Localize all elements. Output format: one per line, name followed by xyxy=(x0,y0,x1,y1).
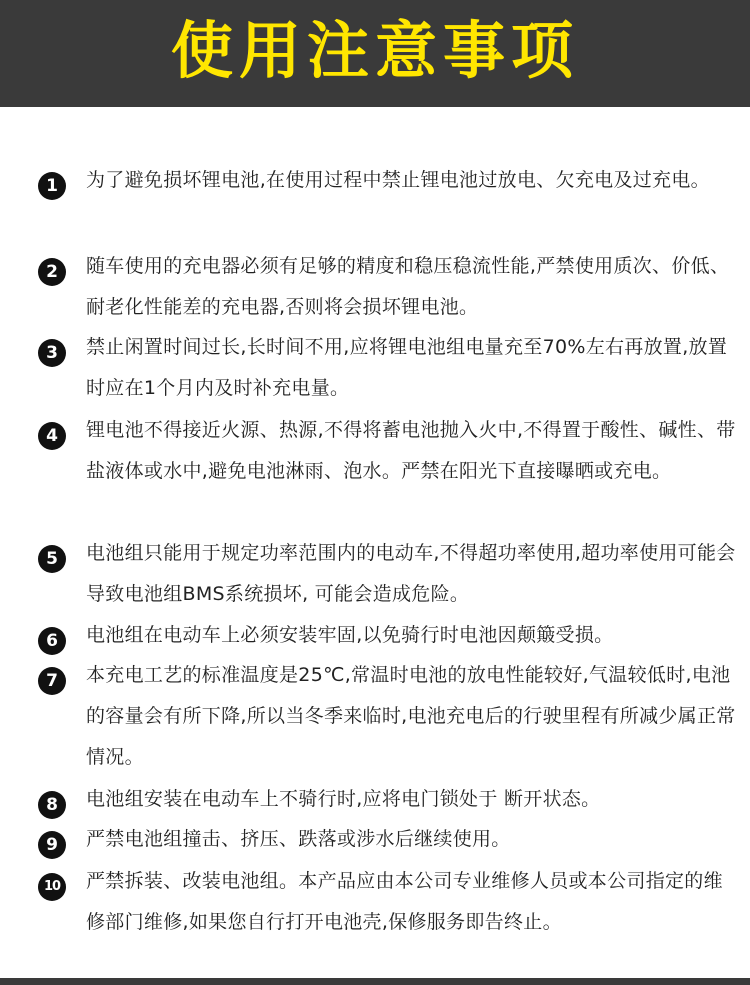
page-title: 使用注意事项 xyxy=(170,13,579,87)
bullet-number: 8 xyxy=(38,791,66,819)
bullet-number: 7 xyxy=(38,667,66,695)
bullet-number: 10 xyxy=(38,873,66,901)
item-text: 严禁电池组撞击、挤压、跌落或涉水后继续使用。 xyxy=(86,828,511,850)
footer-bar xyxy=(0,978,750,985)
item-text: 禁止闲置时间过长,长时间不用,应将锂电池组电量充至70%左右再放置,放置时应在1个月内及时补充电量。 xyxy=(86,336,728,399)
item-text: 电池组安装在电动车上不骑行时,应将电门锁处于 断开状态。 xyxy=(86,788,601,810)
item-text: 严禁拆装、改装电池组。本产品应由本公司专业维修人员或本公司指定的维修部门维修,如果您自行打开电池壳,保修服务即告终止。 xyxy=(86,870,723,933)
item-text: 本充电工艺的标准温度是25℃,常温时电池的放电性能较好,气温较低时,电池的容量会有所下降,所以当冬季来临时,电池充电后的行驶里程有所减少属正常情况。 xyxy=(86,664,736,768)
bullet-number: 3 xyxy=(38,339,66,367)
item-text: 锂电池不得接近火源、热源,不得将蓄电池抛入火中,不得置于酸性、碱性、带盐液体或水中,避免电池淋雨、泡水。严禁在阳光下直接曝晒或充电。 xyxy=(86,419,736,482)
item-text: 电池组只能用于规定功率范围内的电动车,不得超功率使用,超功率使用可能会导致电池组BMS系统损坏, 可能会造成危险。 xyxy=(86,542,736,605)
bullet-number: 2 xyxy=(38,258,66,286)
header-banner xyxy=(0,0,750,107)
bullet-number: 9 xyxy=(38,831,66,859)
bullet-number: 1 xyxy=(38,172,66,200)
bullet-number: 4 xyxy=(38,422,66,450)
bullet-number: 6 xyxy=(38,627,66,655)
item-text: 为了避免损坏锂电池,在使用过程中禁止锂电池过放电、欠充电及过充电。 xyxy=(86,169,710,191)
bullet-number: 5 xyxy=(38,545,66,573)
item-text: 电池组在电动车上必须安装牢固,以免骑行时电池因颠簸受损。 xyxy=(86,624,614,646)
item-text: 随车使用的充电器必须有足够的精度和稳压稳流性能,严禁使用质次、价低、耐老化性能差的充电器,否则将会损坏锂电池。 xyxy=(86,255,730,318)
